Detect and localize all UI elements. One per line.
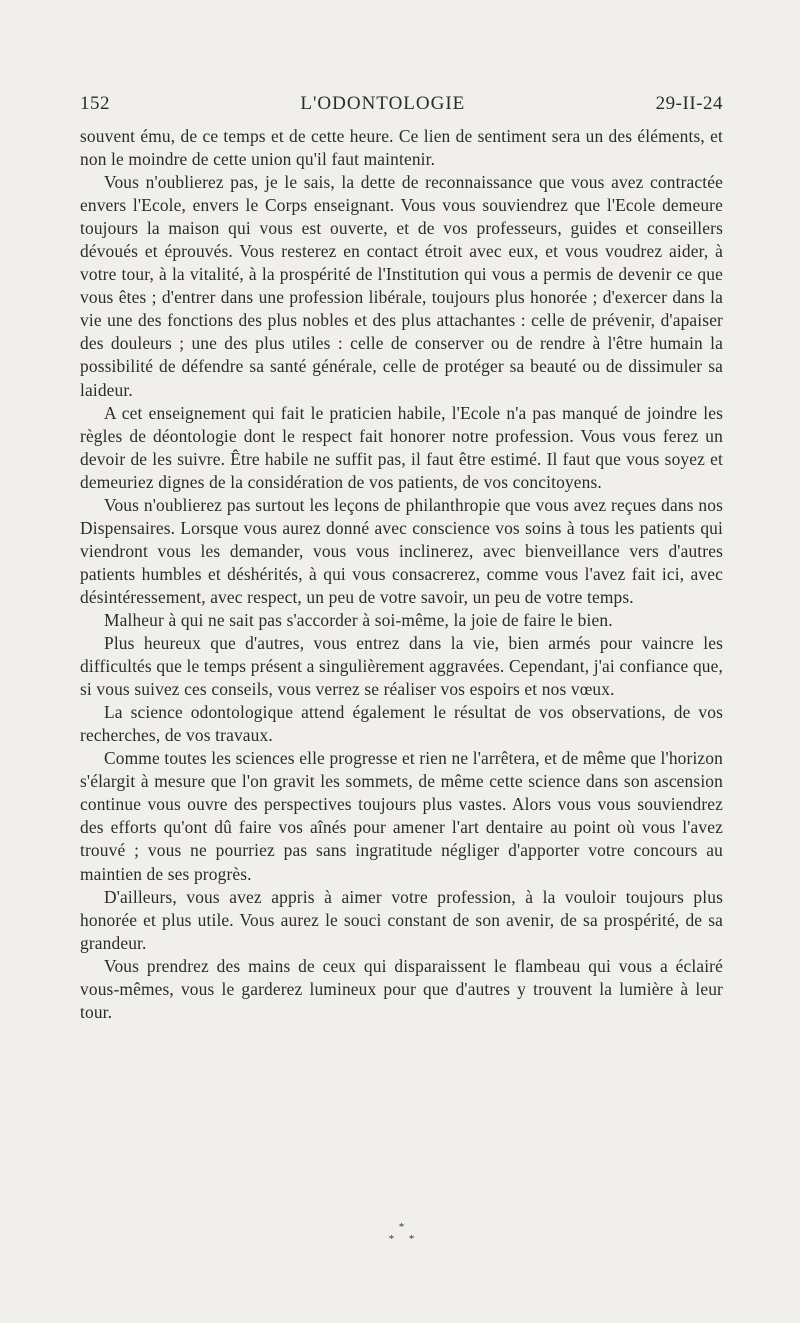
page — [80, 93, 723, 1245]
issue-date: 29-II-24 — [655, 93, 723, 114]
paragraph: Plus heureux que d'autres, vous entrez dans la vie, bien armés pour vaincre les difficultés que le temps présent a singulièrement aggravées. Cependant, j'ai confiance que, si vous suivez ces conseils, vous verrez se réaliser vos espoirs et nos vœux. — [80, 633, 723, 700]
paragraph: La science odontologique attend également le résultat de vos observations, de vos recherches, de vos travaux. — [80, 702, 723, 746]
paragraph: Vous prendrez des mains de ceux qui disparaissent le flambeau qui vous a éclairé vous-mêmes, vous le garderez lumineux pour que d'autres y trouvent la lumière à leur tour. — [80, 955, 723, 1022]
paragraph: Vous n'oublierez pas surtout les leçons de philanthropie que vous avez reçues dans nos Dispensaires. Lorsque vous aurez donné avec conscience vos soins à tous les patients qui viendront vous les demander, vous vous inclinerez, avec bienveillance vers d'autres patients humbles et déshérités, à qui vous consacrerez, comme vous l'avez fait ici, avec désintéressement, avec respect, un peu de votre savoir, un peu de votre temps. — [80, 494, 723, 607]
journal-title: L'ODONTOLOGIE — [300, 93, 466, 114]
paragraph: D'ailleurs, vous avez appris à aimer votre profession, à la vouloir toujours plus honorée et plus utile. Vous aurez le souci constant de son avenir, de sa prospérité, de sa grandeur. — [80, 886, 723, 953]
paragraph: A cet enseignement qui fait le praticien habile, l'Ecole n'a pas manqué de joindre les règles de déontologie dont le respect fait honorer notre profession. Vous vous ferez un devoir de les suivre. Être habile ne suffit pas, il faut être estimé. Il faut que vous soyez et demeuriez dignes de la considération de vos patients, de vos concitoyens. — [80, 402, 723, 492]
asterism-top: * — [398, 1221, 405, 1233]
paragraph: Malheur à qui ne sait pas s'accorder à soi-même, la joie de faire le bien. — [104, 609, 613, 630]
running-header — [80, 93, 723, 121]
asterism-ornament — [80, 1221, 723, 1245]
paragraph: Vous n'oublierez pas, je le sais, la dette de reconnaissance que vous avez contractée envers l'Ecole, envers le Corps enseignant. Vous vous souviendrez que l'Ecole demeure toujours la maison qui vous est ouverte, et de vos professeurs, guides et conseillers dévoués et éprouvés. Vous resterez en contact étroit avec eux, et vous voudrez aider, à votre tour, à la vitalité, à la prospérité de l'Institution qui vous a permis de devenir ce que vous êtes ; d'entrer dans une profession libérale, toujours plus honorée ; d'exercer dans la vie une des fonctions des plus nobles et des plus attachantes : celle de prévenir, d'apaiser des douleurs ; une des plus utiles : celle de conserver ou de rendre à l'être humain la possibilité de défendre sa santé générale, celle de protéger sa beauté ou de dissimuler sa laideur. — [80, 172, 723, 400]
paragraph: souvent ému, de ce temps et de cette heure. Ce lien de sentiment sera un des éléments, et non le moindre de cette union qu'il faut maintenir. — [80, 126, 723, 170]
body-text — [80, 125, 723, 1024]
page-number: 152 — [80, 93, 110, 114]
paragraph: Comme toutes les sciences elle progresse et rien ne l'arrêtera, et de même que l'horizon s'élargit à mesure que l'on gravit les sommets, de même cette science dans son ascension continue vous ouvre des perspectives toujours plus vastes. Alors vous vous souviendrez des efforts qu'ont dû faire vos aînés pour amener l'art dentaire au point où vous l'avez trouvé ; vous ne pourriez pas sans ingratitude négliger d'apporter votre concours au maintien de ses progrès. — [80, 748, 723, 884]
asterism-bottom: * * — [388, 1233, 421, 1245]
